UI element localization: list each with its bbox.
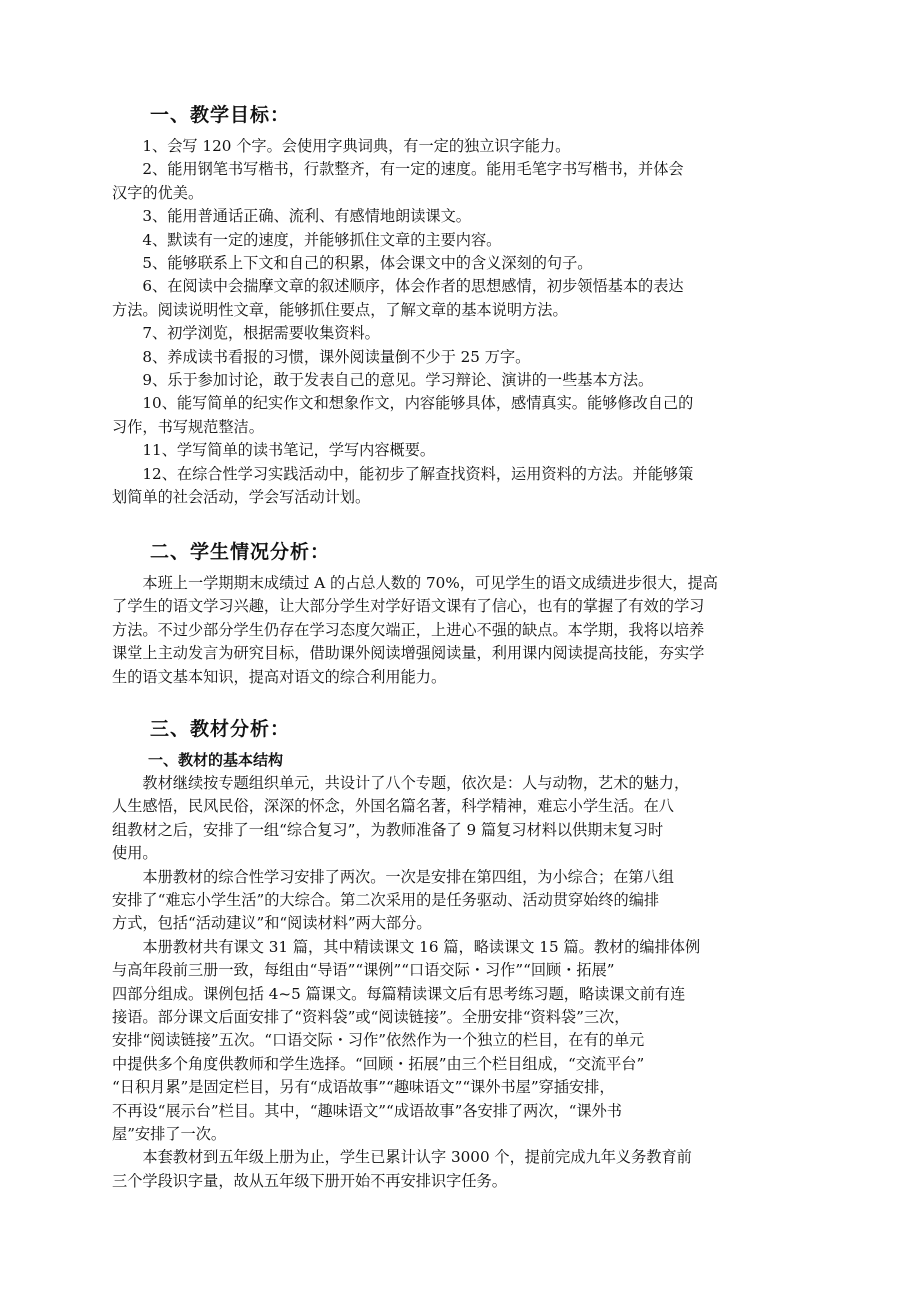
text-line: 2、能用钢笔书写楷书，行款整齐，有一定的速度。能用毛笔字书写楷书，并体会 (112, 160, 684, 179)
materials-paragraph (112, 866, 832, 936)
text-line: 5、能够联系上下文和自己的积累，体会课文中的含义深刻的句子。 (112, 254, 593, 272)
text-line: 6、在阅读中会揣摩文章的叙述顺序，体会作者的思想感情，初步领悟基本的表达 (112, 277, 684, 296)
text-line: 方式，包括“活动建议”和“阅读材料”两大部分。 (112, 914, 432, 933)
text-line: 4、默读有一定的速度，并能够抓住文章的主要内容。 (112, 230, 502, 249)
section-title-students: 二、学生情况分析： (150, 541, 331, 563)
text-line: 屋”安排了一次。 (112, 1124, 227, 1143)
text-line: 习作，书写规范整洁。 (112, 417, 264, 436)
goal-item (112, 463, 832, 510)
text-line: 安排“阅读链接”五次。“口语交际・习作”依然作为一个独立的栏目，在有的单元 (112, 1031, 645, 1050)
text-line: 不再设“展示台”栏目。其中，“趣味语文”“成语故事”各安排了两次，“课外书 (112, 1101, 622, 1120)
text-line: 8、养成读书看报的习惯，课外阅读量倒不少于 25 万字。 (112, 347, 531, 366)
subsection-title-structure: 一、教材的基本结构 (148, 751, 284, 769)
text-line: 本套教材到五年级上册为止，学生已累计认字 3000 个，提前完成九年义务教育前 (112, 1148, 692, 1167)
goal-item (112, 275, 832, 322)
goal-item (112, 135, 832, 158)
materials-paragraph (112, 936, 832, 1147)
goal-item (112, 229, 832, 252)
text-line: 教材继续按专题组织单元，共设计了八个专题，依次是：人与动物，艺术的魅力， (112, 774, 690, 792)
text-line: 方法。阅读说明性文章，能够抓住要点，了解文章的基本说明方法。 (112, 300, 568, 319)
materials-paragraph (112, 1146, 832, 1193)
section-title-materials: 三、教材分析： (150, 718, 291, 740)
text-line: 生的语文基本知识，提高对语文的综合利用能力。 (112, 667, 447, 686)
text-line: 安排了“难忘小学生活”的大综合。第二次采用的是任务驱动、活动贯穿始终的编排 (112, 890, 660, 909)
goal-item (112, 392, 832, 439)
text-line: 12、在综合性学习实践活动中，能初步了解查找资料，运用资料的方法。并能够策 (112, 464, 694, 483)
text-line: 1、会写 120 个字。会使用字典词典，有一定的独立识字能力。 (112, 137, 571, 155)
goal-item (112, 252, 832, 275)
text-line: 三个学段识字量，故从五年级下册开始不再安排识字任务。 (112, 1171, 507, 1190)
goal-item (112, 439, 832, 462)
text-line: 本册教材共有课文 31 篇，其中精读课文 16 篇，略读课文 15 篇。教材的编排体例 (112, 937, 701, 956)
text-line: 划简单的社会活动，学会写活动计划。 (112, 487, 371, 506)
text-line: 中提供多个角度供教师和学生选择。“回顾・拓展”由三个栏目组成，“交流平台” (112, 1054, 645, 1073)
goal-item (112, 369, 832, 392)
text-line: 11、学写简单的读书笔记，学写内容概要。 (112, 441, 436, 460)
text-line: 与高年段前三册一致，每组由“导语”“课例”“口语交际・习作”“回顾・拓展” (112, 961, 615, 980)
text-line: 组教材之后，安排了一组“综合复习”，为教师准备了 9 篇复习材料以供期末复习时 (112, 820, 664, 839)
section-title-goals: 一、教学目标： (150, 104, 291, 126)
text-line: 课堂上主动发言为研究目标，借助课外阅读增强阅读量，利用课内阅读提高技能，夯实学 (112, 644, 705, 663)
text-line: 使用。 (112, 844, 158, 863)
text-line: “日积月累”是固定栏目，另有“成语故事”“趣味语文”“课外书屋”穿插安排， (112, 1078, 615, 1097)
text-line: 7、初学浏览，根据需要收集资料。 (112, 324, 380, 343)
goal-item (112, 346, 832, 369)
goal-item (112, 158, 832, 205)
text-line: 方法。不过少部分学生仍存在学习态度欠端正，上进心不强的缺点。本学期，我将以培养 (112, 620, 705, 639)
text-line: 接语。部分课文后面安排了“资料袋”或“阅读链接”。全册安排“资料袋”三次， (112, 1007, 630, 1026)
materials-paragraph (112, 772, 832, 866)
text-line: 9、乐于参加讨论，敢于发表自己的意见。学习辩论、演讲的一些基本方法。 (112, 371, 654, 389)
text-line: 人生感悟，民风民俗，深深的怀念，外国名篇名著，科学精神，难忘小学生活。在八 (112, 797, 674, 816)
text-line: 本班上一学期期末成绩过 A 的占总人数的 70%，可见学生的语文成绩进步很大，提高 (112, 574, 718, 592)
goal-item (112, 322, 832, 345)
text-line: 本册教材的综合性学习安排了两次。一次是安排在第四组，为小综合；在第八组 (112, 867, 674, 886)
students-text (112, 572, 832, 689)
text-line: 四部分组成。课例包括 4~5 篇课文。每篇精读课文后有思考练习题，略读课文前有连 (112, 984, 686, 1003)
text-line: 3、能用普通话正确、流利、有感情地朗读课文。 (112, 207, 471, 226)
goal-item (112, 205, 832, 228)
text-line: 了学生的语文学习兴趣，让大部分学生对学好语文课有了信心，也有的掌握了有效的学习 (112, 597, 705, 616)
text-line: 汉字的优美。 (112, 183, 204, 202)
text-line: 10、能写简单的纪实作文和想象作文，内容能够具体，感情真实。能够修改自己的 (112, 394, 694, 413)
